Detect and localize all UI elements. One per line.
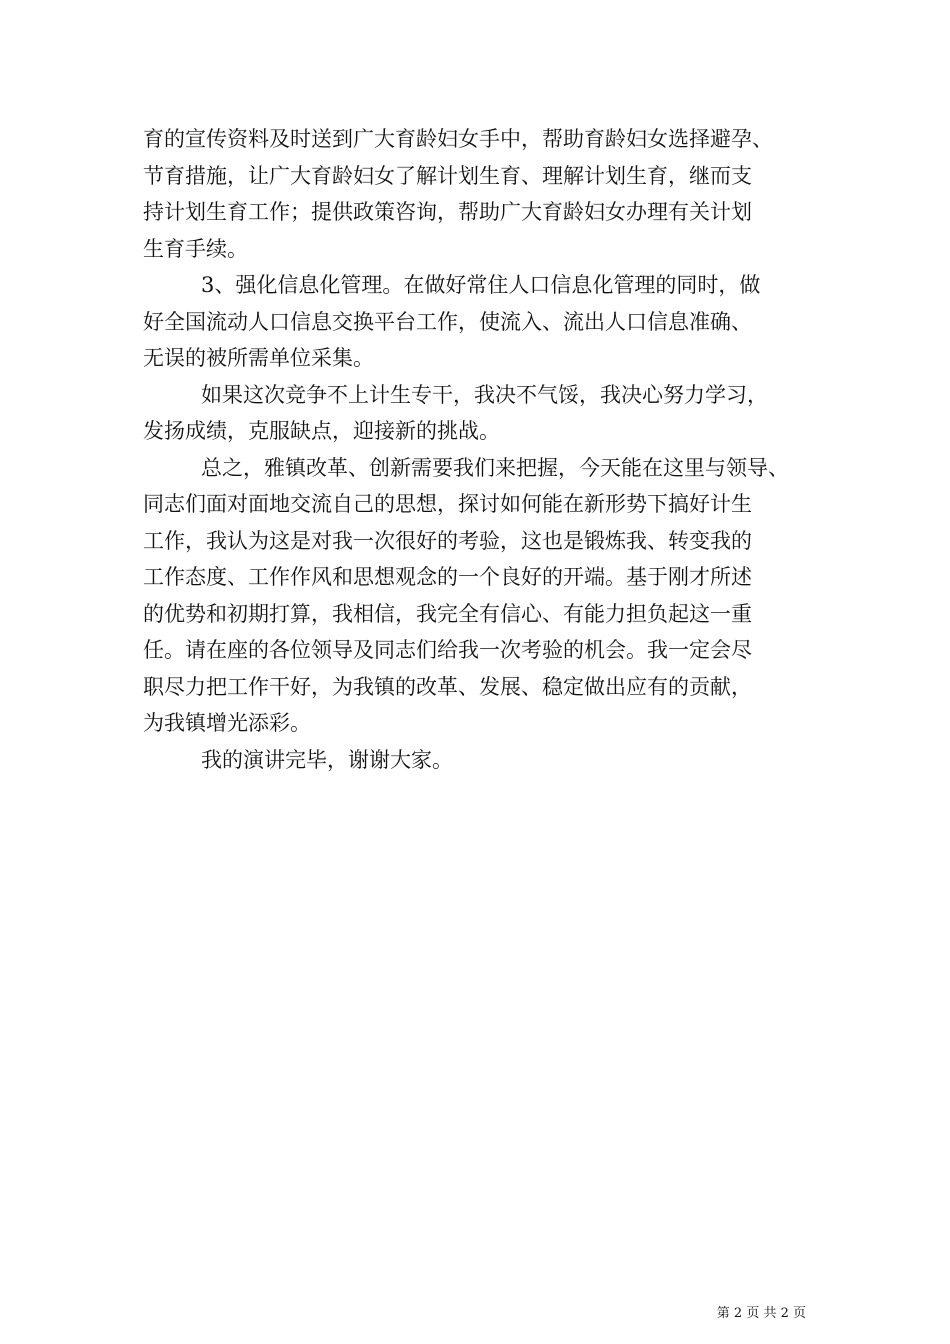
text-line: 无误的被所需单位采集。 [143, 346, 374, 370]
paragraph-start-line: 3、强化信息化管理。在做好常住人口信息化管理的同时，做 [201, 273, 761, 297]
text-line: 发扬成绩，克服缺点，迎接新的挑战。 [143, 419, 500, 443]
page-number-footer: 第 2 页 共 2 页 [716, 1306, 806, 1321]
text-line: 为我镇增光添彩。 [143, 711, 311, 735]
text-line: 工作，我认为这是对我一次很好的考验，这也是锻炼我、转变我的 [143, 528, 752, 553]
text-line: 职尽力把工作干好，为我镇的改革、发展、稳定做出应有的贡献， [143, 674, 752, 699]
text-line: 的优势和初期打算，我相信，我完全有信心、有能力担负起这一重 [143, 601, 752, 626]
text-line: 同志们面对面地交流自己的思想，探讨如何能在新形势下搞好计生 [143, 492, 752, 516]
text-line: 任。请在座的各位领导及同志们给我一次考验的机会。我一定会尽 [143, 638, 752, 662]
text-line: 生育手续。 [143, 236, 248, 261]
paragraph-start-line: 如果这次竞争不上计生专干，我决不气馁，我决心努力学习， [201, 382, 768, 407]
paragraph-start-line: 我的演讲完毕，谢谢大家。 [201, 747, 453, 772]
text-line: 持计划生育工作；提供政策咨询，帮助广大育龄妇女办理有关计划 [143, 200, 752, 224]
text-line: 工作态度、工作作风和思想观念的一个良好的开端。基于刚才所述 [143, 565, 752, 589]
paragraph-start-line: 总之，雅镇改革、创新需要我们来把握，今天能在这里与领导、 [201, 455, 789, 480]
body-text [143, 121, 815, 778]
text-line: 育的宣传资料及时送到广大育龄妇女手中，帮助育龄妇女选择避孕、 [143, 127, 773, 151]
text-line: 好全国流动人口信息交换平台工作，使流入、流出人口信息准确、 [143, 309, 752, 334]
text-line: 节育措施，让广大育龄妇女了解计划生育、理解计划生育，继而支 [143, 163, 752, 188]
